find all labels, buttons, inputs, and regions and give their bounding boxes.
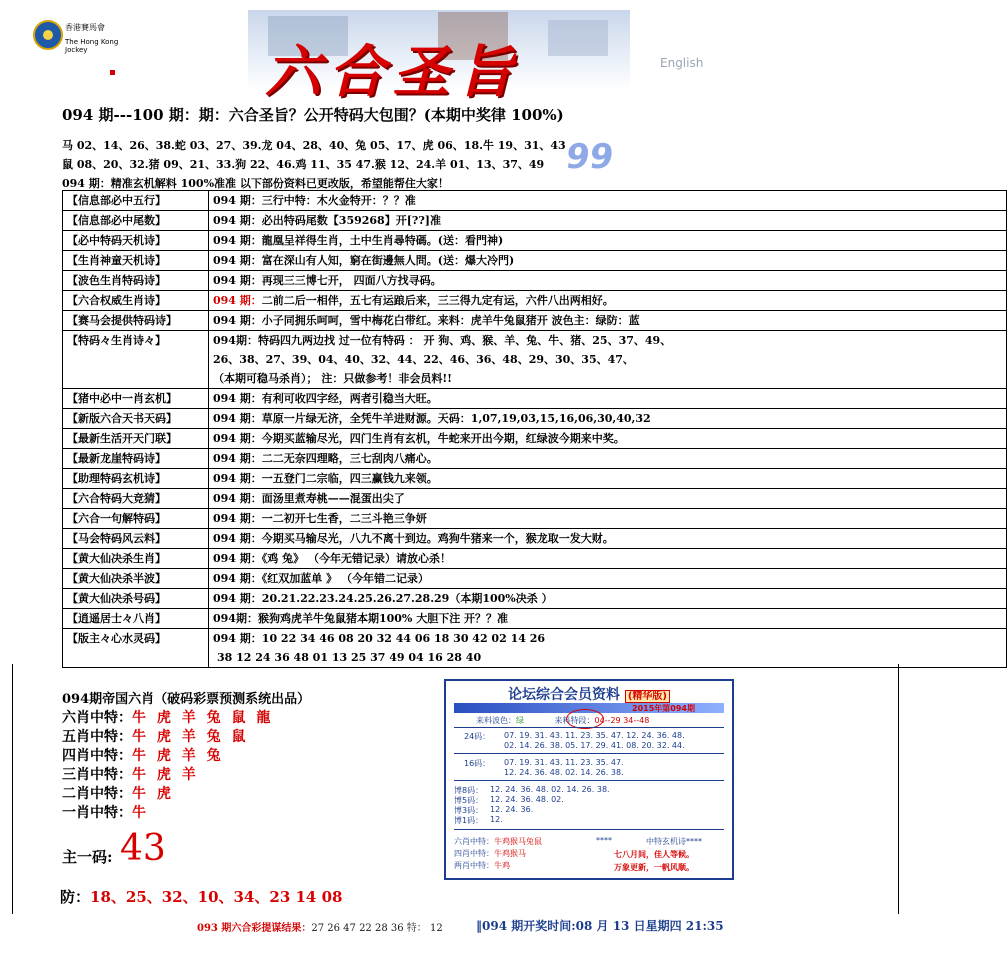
row-content [209, 271, 1007, 291]
card-divider [454, 753, 724, 754]
row-line [213, 489, 1002, 508]
card-poem: 七八月间，佳人等候。 [614, 850, 694, 859]
six-zodiac-title: 094期帝国六肖（破码彩票预测系统出品） [62, 692, 311, 707]
row-label: 【新版六合天书天码】 [63, 409, 209, 429]
card-special-label: 来料特段： [554, 716, 595, 725]
card-bo-value: 12. 24. 36. [490, 805, 534, 814]
table-row [63, 429, 1007, 449]
card-foot-value: 牛鸡猴马兔鼠 [494, 837, 542, 846]
row-line [213, 191, 1002, 210]
row-line [213, 409, 1002, 428]
member-card-image [444, 679, 734, 880]
row-line [213, 369, 1002, 388]
row-label: 【赛马会提供特码诗】 [63, 311, 209, 331]
table-row [63, 489, 1007, 509]
prediction-table [62, 190, 1007, 668]
row-label: 【特码々生肖诗々】 [63, 331, 209, 389]
draw-time: ‖094 期开奖时间:08 月 13 日星期四 21:35 [476, 919, 724, 933]
card-bo-value: 12. 24. 36. 48. 02. [490, 795, 564, 804]
row-label: 【逍遥居士々八肖】 [63, 609, 209, 629]
headline: 094 期---100 期：期：六合圣旨？公开特码大包围？(本期中奖律 100%) [62, 106, 564, 124]
row-label: 【最新生活开天门联】 [63, 429, 209, 449]
row-line [213, 271, 1002, 290]
table-row [63, 609, 1007, 629]
card-issue: 2015年第094期 [632, 704, 695, 713]
row-content [209, 589, 1007, 609]
row-line [213, 350, 1002, 369]
row-text: 094 期：面汤里煮寿桃——混蛋出尖了 [213, 492, 405, 505]
row-text: 094 期：《红双加蓝单 》 （今年错二记录） [213, 572, 429, 585]
row-content [209, 529, 1007, 549]
card-poem: 万象更新，一帆风顺。 [614, 863, 694, 872]
row-label: 【猪中必中一肖玄机】 [63, 389, 209, 409]
row-content [209, 549, 1007, 569]
row-line [213, 589, 1002, 608]
row-line [213, 629, 1002, 648]
card-foot-label: 六肖中特： [454, 837, 494, 846]
row-text: 094 期：富在深山有人知，窮在街邊無人問。(送：爆大冷門) [213, 254, 515, 267]
row-line [213, 429, 1002, 448]
guard-numbers [60, 886, 342, 907]
row-label: 【信息部必中五行】 [63, 191, 209, 211]
card-row-label: 16码： [464, 759, 491, 768]
six-row-value: 牛 虎 羊 兔 [132, 748, 224, 764]
row-text: 094 期：草原一片绿无济，全凭牛羊进财源。天码：1,07,19,03,15,16,06,30,40,32 [213, 412, 651, 425]
table-row [63, 509, 1007, 529]
table-row [63, 311, 1007, 331]
row-content [209, 569, 1007, 589]
table-row [63, 291, 1007, 311]
table-row [63, 231, 1007, 251]
six-row [62, 726, 249, 746]
row-label: 【波色生肖特码诗】 [63, 271, 209, 291]
six-row [62, 783, 174, 803]
logo-text-cn: 香港賽馬會 [65, 23, 105, 32]
table-row [63, 449, 1007, 469]
row-text: 094 期：一二初开七生香，二三斗艳三争妍 [213, 512, 427, 525]
english-link[interactable]: English [660, 56, 704, 70]
card-bo-label: 博8码： [454, 786, 484, 795]
card-divider [454, 727, 724, 728]
row-prefix: 094 期： [213, 294, 262, 307]
table-row [63, 211, 1007, 231]
table-row [63, 191, 1007, 211]
card-foot-label: 四肖中特： [454, 849, 494, 858]
row-content [209, 429, 1007, 449]
logo-emblem-icon [33, 20, 63, 50]
row-label: 【助理特码玄机诗】 [63, 469, 209, 489]
row-content [209, 389, 1007, 409]
row-line [213, 648, 1002, 667]
row-content [209, 231, 1007, 251]
table-row [63, 569, 1007, 589]
six-row-label: 一肖中特： [62, 805, 132, 821]
card-row-values: 02. 14. 26. 38. 05. 17. 29. 41. 08. 20. 32. 44. [504, 741, 685, 750]
card-bo-label: 博5码： [454, 796, 484, 805]
row-content [209, 311, 1007, 331]
row-line [213, 251, 1002, 270]
row-line [213, 469, 1002, 488]
row-text: 094 期：今期买蓝输尽光，四门生肖有玄机，牛蛇来开出今期，红绿波今期来中奖。 [213, 432, 625, 445]
card-foot-value: 牛鸡 [494, 861, 510, 870]
card-title [446, 684, 732, 704]
row-content [209, 409, 1007, 429]
row-line [213, 389, 1002, 408]
table-row [63, 409, 1007, 429]
divider [12, 664, 13, 914]
card-foot-label: 两肖中特： [454, 861, 494, 870]
row-line [213, 609, 1002, 628]
card-stars: **** [596, 836, 612, 845]
table-row [63, 389, 1007, 409]
card-source-line [476, 715, 649, 726]
card-divider [454, 829, 724, 830]
row-content [209, 191, 1007, 211]
previous-result-label: 093 期六合彩提谋结果： [197, 923, 312, 934]
row-text: 094 期：必出特码尾数【359268】开[??]准 [213, 214, 442, 227]
card-bo-value: 12. [490, 815, 503, 824]
stamp-99: 99 [563, 137, 617, 177]
row-text: 26、38、27、39、04、40、32、44、22、46、36、48、29、30、35、47、 [213, 353, 634, 366]
card-row-label: 24码： [464, 732, 491, 741]
table-row [63, 271, 1007, 291]
previous-result [197, 919, 443, 934]
main-number: 43 [120, 828, 166, 869]
row-label: 【六合一句解特码】 [63, 509, 209, 529]
six-row-value: 牛 [132, 805, 149, 821]
six-row-label: 五肖中特： [62, 729, 132, 745]
row-content [209, 629, 1007, 668]
row-label: 【信息部必中尾数】 [63, 211, 209, 231]
card-row-values: 07. 19. 31. 43. 11. 23. 35. 47. [504, 758, 624, 767]
table-row [63, 549, 1007, 569]
row-line [213, 529, 1002, 548]
row-line [213, 211, 1002, 230]
banner-photo [548, 20, 608, 56]
main-number-label: 主一码: [62, 848, 113, 866]
row-text: 094 期：三行中特：木火金特开：？？准 [213, 194, 416, 207]
row-label: 【必中特码天机诗】 [63, 231, 209, 251]
six-row [62, 802, 149, 822]
row-content [209, 251, 1007, 271]
row-text: （本期可稳马杀肖）； 注：只做参考！非会员料!! [213, 372, 452, 385]
row-text: 094 期：今期买马输尽光，八九不离十到边。鸡狗牛猪来一个，猴龙取一发大财。 [213, 532, 614, 545]
six-row-value: 牛 虎 [132, 786, 174, 802]
logo-text-en: The Hong Kong Jockey [65, 38, 119, 54]
six-row-label: 四肖中特： [62, 748, 132, 764]
six-row-label: 六肖中特： [62, 710, 132, 726]
zodiac-line: 鼠 08、20、32.猪 09、21、33.狗 22、46.鸡 11、35 47.猴 12、24.羊 01、13、37、49 [62, 158, 545, 171]
row-text: 094 期：二二无奈四理略，三七刮肉八痛心。 [213, 452, 438, 465]
six-row [62, 745, 224, 765]
card-title-text: 论坛综合会员资料 [507, 687, 620, 703]
card-special-value: 04--29 34--48 [594, 716, 650, 725]
table-row [63, 251, 1007, 271]
card-foot-row [454, 848, 526, 859]
row-text: 094期：特码四九两边找 过一位有特码 ： 开 狗、鸡、猴、羊、兔、牛、猪、25、37、49、 [213, 334, 672, 347]
decor-dot [110, 70, 115, 75]
row-label: 【黄大仙决杀半波】 [63, 569, 209, 589]
row-label: 【最新龙崖特码诗】 [63, 449, 209, 469]
six-row [62, 764, 199, 784]
row-text: 094 期：《鸡 兔》 （今年无错记录）请放心杀！ [213, 552, 451, 565]
table-row [63, 529, 1007, 549]
row-label: 【黄大仙决杀号码】 [63, 589, 209, 609]
six-row-label: 二肖中特： [62, 786, 132, 802]
table-row [63, 589, 1007, 609]
row-line [213, 311, 1002, 330]
divider [898, 664, 899, 914]
row-content [209, 331, 1007, 389]
table-row [63, 331, 1007, 389]
page-title: 六合圣旨 [265, 39, 521, 105]
card-edition: (精华版) [625, 690, 670, 703]
card-bo-value: 12. 24. 36. 48. 02. 14. 26. 38. [490, 785, 610, 794]
row-text: 094 期：小子同拥乐呵呵，雪中梅花白带红。来料：虎羊牛兔鼠猪开 波色主：绿防：蓝 [213, 314, 640, 327]
row-content [209, 291, 1007, 311]
row-content [209, 449, 1007, 469]
six-row-value: 牛 虎 羊 [132, 767, 199, 783]
previous-result-value: 27 26 47 22 28 36 特： 12 [311, 923, 443, 934]
row-line [213, 549, 1002, 568]
row-text: 二前二后一相伴，五七有运踉后来，三三得九定有运，六件八出两相好。 [261, 294, 614, 307]
six-row [62, 707, 273, 727]
row-content [209, 609, 1007, 629]
row-content [209, 509, 1007, 529]
card-foot-value: 牛鸡猴马 [494, 849, 526, 858]
row-line [213, 331, 1002, 350]
row-content [209, 469, 1007, 489]
row-text: 094 期：一五登门二宗临，四三赢钱九来领。 [213, 472, 438, 485]
card-bo-label: 博3码： [454, 806, 484, 815]
row-text: 094期：猴狗鸡虎羊牛兔鼠猪本期100% 大胆下注 开？？准 [213, 612, 509, 625]
row-label: 【马会特码风云料】 [63, 529, 209, 549]
card-row-values: 07. 19. 31. 43. 11. 23. 35. 47. 12. 24. 36. 48. [504, 731, 685, 740]
card-foot-row [454, 836, 542, 847]
row-content [209, 211, 1007, 231]
row-label: 【六合权威生肖诗】 [63, 291, 209, 311]
row-text: 094 期：20.21.22.23.24.25.26.27.28.29（本期100%决杀 ） [213, 592, 553, 605]
row-line [213, 569, 1002, 588]
site-logo[interactable] [33, 16, 133, 60]
guard-label: 防： [60, 888, 91, 906]
row-line [213, 509, 1002, 528]
table-row [63, 469, 1007, 489]
card-middle-label: 中特玄机诗**** [646, 837, 702, 846]
row-text: 094 期：10 22 34 46 08 20 32 44 06 18 30 42 02 14 26 [213, 632, 546, 645]
card-src-color: 绿 [516, 716, 524, 725]
row-content [209, 489, 1007, 509]
row-line [213, 291, 1002, 310]
row-label: 【版主々心水灵码】 [63, 629, 209, 668]
card-bo-label: 博1码： [454, 816, 484, 825]
intro-text: 094 期：精准玄机解料 100%准准 以下部份资料已更改版，希望能帮住大家！ [62, 177, 449, 190]
row-label: 【生肖神童天机诗】 [63, 251, 209, 271]
zodiac-line: 马 02、14、26、38.蛇 03、27、39.龙 04、28、40、兔 05、17、虎 06、18.牛 19、31、43 [62, 139, 566, 152]
card-divider [454, 780, 724, 781]
six-row-value: 牛 虎 羊 兔 鼠 [132, 729, 249, 745]
table-row [63, 629, 1007, 668]
card-row-values: 12. 24. 36. 48. 02. 14. 26. 38. [504, 768, 624, 777]
row-label: 【六合特码大竞猜】 [63, 489, 209, 509]
six-row-value: 牛 虎 羊 兔 鼠 龍 [132, 710, 274, 726]
row-text: 38 12 24 36 48 01 13 25 37 49 04 16 28 40 [217, 651, 482, 664]
row-line [213, 231, 1002, 250]
row-label: 【黄大仙决杀生肖】 [63, 549, 209, 569]
card-foot-row [454, 860, 510, 871]
row-text: 094 期：龍凰呈祥得生肖，土中生肖尋特碼。(送：看門神) [213, 234, 504, 247]
card-src-label: 来料波色： [476, 716, 516, 725]
row-text: 094 期：再现三三博七开， 四面八方找寻码。 [213, 274, 442, 287]
row-text: 094 期：有利可收四字经，两者引稳当大旺。 [213, 392, 438, 405]
row-line [213, 449, 1002, 468]
guard-value: 18、25、32、10、34、23 14 08 [90, 888, 343, 906]
six-row-label: 三肖中特： [62, 767, 132, 783]
